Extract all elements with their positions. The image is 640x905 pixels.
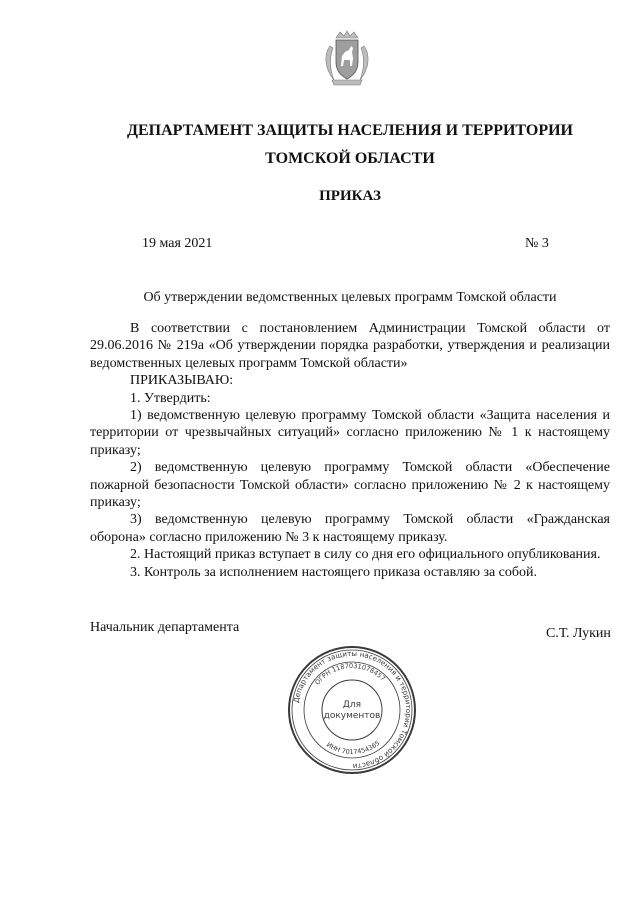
- signatory-name: С.Т. Лукин: [546, 626, 611, 641]
- department-name-line2: ТОМСКОЙ ОБЛАСТИ: [265, 150, 435, 167]
- body-paragraph-subitem-2: 2) ведомственную целевую программу Томской области «Обеспечение пожарной безопасности Томской области» согласно приложению № 2 к настоящему приказу;: [90, 460, 610, 511]
- department-name-line1: ДЕПАРТАМЕНТ ЗАЩИТЫ НАСЕЛЕНИЯ И ТЕРРИТОРИИ: [127, 122, 573, 139]
- tomsk-region-coat-of-arms-icon: [316, 28, 378, 90]
- body-paragraph-subitem-3: 3) ведомственную целевую программу Томской области «Гражданская оборона» согласно приложению № 3 к настоящему приказу.: [90, 512, 610, 545]
- body-paragraph-preamble: В соответствии с постановлением Администрации Томской области от 29.06.2016 № 219а «Об утверждении порядка разработки, утверждения и реализации ведомственных целевых программ Томской области»: [90, 321, 610, 371]
- document-type-title: ПРИКАЗ: [319, 188, 381, 204]
- body-paragraph-item-3: 3. Контроль за исполнением настоящего приказа оставляю за собой.: [130, 564, 538, 580]
- document-body: [90, 320, 610, 581]
- stamp-inn: ИНН 7017454365: [325, 739, 382, 757]
- stamp-ogrn: ОГРН 1187031078457: [313, 661, 387, 687]
- official-stamp: [286, 644, 418, 776]
- body-paragraph-order: ПРИКАЗЫВАЮ:: [130, 373, 234, 389]
- document-number: № 3: [525, 236, 549, 251]
- body-paragraph-subitem-1: 1) ведомственную целевую программу Томской области «Защита населения и территории от чрезвычайных ситуаций» согласно приложению № 1 к настоящему приказу;: [90, 408, 610, 458]
- stamp-outer-text: Департамент защиты населения и территории Томской области: [291, 648, 414, 772]
- stamp-center-line2: документов: [323, 711, 381, 721]
- document-date: 19 мая 2021: [142, 236, 213, 251]
- signatory-title: Начальник департамента: [90, 620, 240, 635]
- document-subject: Об утверждении ведомственных целевых программ Томской области: [143, 290, 557, 305]
- body-paragraph-item-2: 2. Настоящий приказ вступает в силу со дня его официального опубликования.: [130, 547, 601, 563]
- stamp-center-line1: Для: [342, 700, 362, 710]
- body-paragraph-item-1: 1. Утвердить:: [130, 390, 211, 406]
